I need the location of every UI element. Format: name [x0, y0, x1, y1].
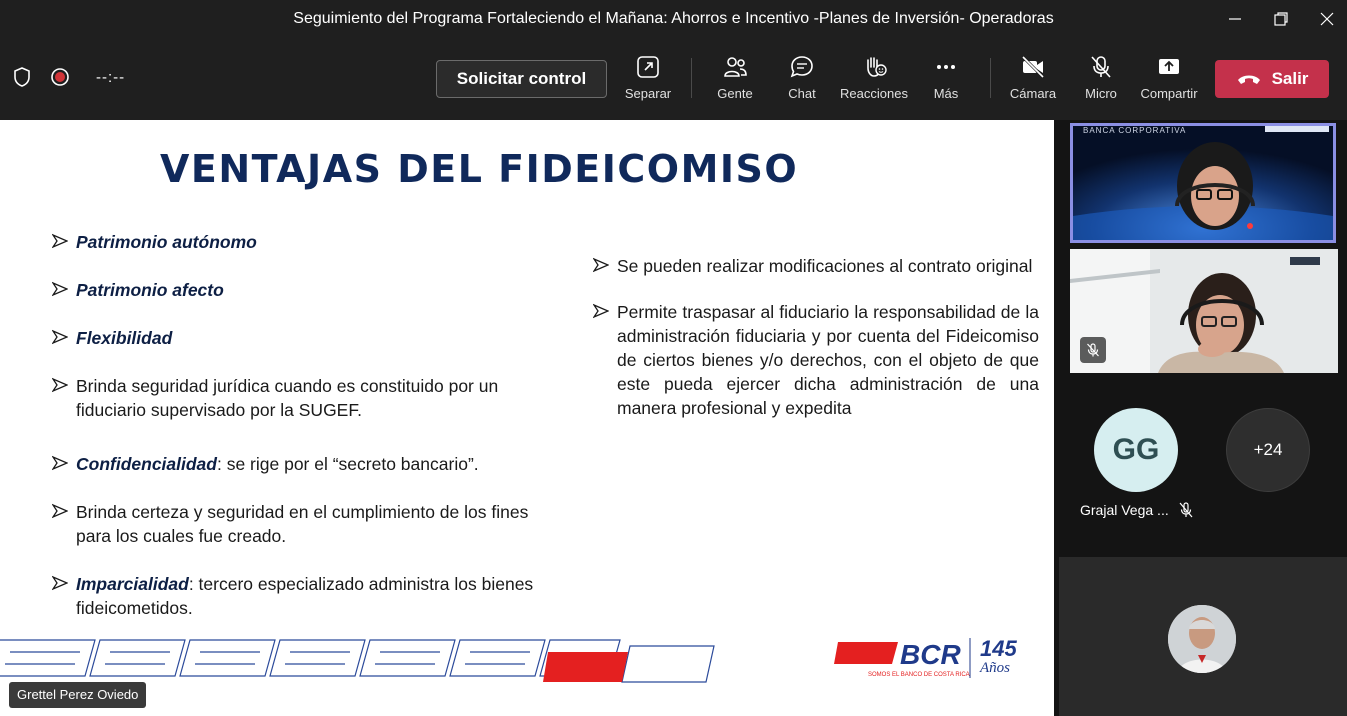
- camera-off-icon: [1020, 54, 1046, 80]
- brand-text: BCR: [900, 639, 961, 670]
- shield-icon[interactable]: [12, 66, 32, 88]
- share-button[interactable]: [1134, 54, 1204, 110]
- people-button[interactable]: [700, 54, 770, 110]
- slide-title: VENTAJAS DEL FIDEICOMISO: [160, 147, 799, 191]
- share-screen-icon: [1156, 54, 1182, 80]
- more-label: Más: [933, 86, 959, 101]
- arrow-bullet-icon: [52, 329, 68, 345]
- arrow-bullet-icon: [52, 575, 68, 591]
- bullet-strong-text: Imparcialidad: [76, 574, 189, 594]
- title-bar: [0, 0, 1347, 38]
- list-item: [52, 452, 562, 476]
- list-item: [52, 278, 562, 302]
- request-control-button[interactable]: Solicitar control: [436, 60, 607, 98]
- arrow-bullet-icon: [593, 257, 609, 273]
- participant-avatar-initials[interactable]: GG: [1094, 408, 1178, 492]
- leave-label: Salir: [1271, 69, 1309, 88]
- bullet-text: Patrimonio afecto: [76, 280, 224, 300]
- list-item: [52, 500, 562, 548]
- leave-button[interactable]: [1215, 60, 1329, 98]
- minimize-icon: [1227, 11, 1243, 27]
- bullet-text: Permite traspasar al fiduciario la responsabilidad de la administración fiduciaria y por cuenta del Fideicomiso de ciertos bienes y/o derechos, con el objeto de que este pueda ejercer dicha administración de una manera profesional y expedita: [617, 302, 1039, 418]
- avatar-photo-image: [1168, 605, 1236, 673]
- mic-button[interactable]: [1066, 54, 1136, 110]
- bcr-logo: [834, 632, 1034, 690]
- window-title: Seguimiento del Programa Fortaleciendo el Mañana: Ahorros e Incentivo -Planes de Inversión- Operadoras: [293, 10, 1054, 27]
- decorative-stripes: [0, 630, 720, 686]
- chat-label: Chat: [788, 86, 816, 101]
- list-item: [52, 374, 562, 422]
- bullet-text: Brinda seguridad jurídica cuando es constituido por un fiduciario supervisado por la SUGEF.: [76, 376, 499, 420]
- arrow-bullet-icon: [52, 503, 68, 519]
- meeting-toolbar: [0, 38, 1347, 120]
- people-label: Gente: [717, 86, 753, 101]
- pop-out-label: Separar: [624, 86, 672, 101]
- more-button[interactable]: [911, 54, 981, 110]
- more-participants-button[interactable]: +24: [1226, 408, 1310, 492]
- participant-video-active[interactable]: [1070, 123, 1336, 243]
- bullet-text: Se pueden realizar modificaciones al contrato original: [617, 256, 1033, 276]
- mic-off-icon: [1177, 501, 1195, 519]
- more-dots-icon: [933, 54, 959, 80]
- bullet-text: : tercero especializado administra los bienes fideicometidos.: [76, 574, 534, 618]
- chat-icon: [789, 54, 815, 80]
- list-item: [593, 300, 1039, 420]
- participant-video-feed: [1073, 126, 1333, 240]
- hang-up-icon: [1236, 72, 1262, 86]
- arrow-bullet-icon: [593, 303, 609, 319]
- close-button[interactable]: [1304, 0, 1347, 38]
- participant-name: Grajal Vega ...: [1080, 502, 1169, 518]
- list-item: [52, 230, 562, 254]
- shared-presentation: [0, 120, 1054, 716]
- right-bullet-list: [593, 254, 1039, 420]
- participants-panel: [1054, 120, 1347, 716]
- arrow-bullet-icon: [52, 377, 68, 393]
- presenter-name-tag: Grettel Perez Oviedo: [9, 682, 146, 708]
- camera-button[interactable]: [998, 54, 1068, 110]
- reactions-label: Reacciones: [840, 86, 908, 101]
- anniversary-word: Años: [980, 660, 1010, 676]
- brand-tagline: SOMOS EL BANCO DE COSTA RICA: [868, 672, 970, 678]
- mic-label: Micro: [1085, 86, 1117, 101]
- participant-video[interactable]: [1070, 249, 1338, 373]
- anniversary-number: 145: [980, 636, 1017, 661]
- toolbar-divider: [990, 58, 991, 98]
- participant-avatar-photo[interactable]: [1168, 605, 1236, 673]
- left-bullet-list: [52, 230, 562, 620]
- raise-hand-icon: [861, 54, 887, 80]
- minimize-button[interactable]: [1212, 0, 1258, 38]
- pop-out-icon: [635, 54, 661, 80]
- reactions-button[interactable]: [839, 54, 909, 110]
- arrow-bullet-icon: [52, 455, 68, 471]
- mic-off-icon: [1085, 342, 1101, 358]
- bullet-text: Brinda certeza y seguridad en el cumplimiento de los fines para los cuales fue creado.: [76, 502, 529, 546]
- maximize-button[interactable]: [1258, 0, 1304, 38]
- toolbar-divider: [691, 58, 692, 98]
- list-item: [52, 326, 562, 350]
- restore-icon: [1273, 11, 1289, 27]
- mic-off-icon: [1088, 54, 1114, 80]
- meeting-status: [12, 66, 125, 88]
- arrow-bullet-icon: [52, 233, 68, 249]
- share-label: Compartir: [1140, 86, 1198, 101]
- bullet-strong-text: Confidencialidad: [76, 454, 217, 474]
- pop-out-button[interactable]: [613, 54, 683, 110]
- people-icon: [722, 54, 748, 80]
- muted-badge: [1080, 337, 1106, 363]
- list-item: [593, 254, 1039, 278]
- participant-video-feed: [1070, 249, 1338, 373]
- bullet-text: : se rige por el “secreto bancario”.: [216, 454, 479, 474]
- arrow-bullet-icon: [52, 281, 68, 297]
- close-icon: [1319, 11, 1335, 27]
- chat-button[interactable]: [767, 54, 837, 110]
- camera-label: Cámara: [1009, 86, 1057, 101]
- list-item: [52, 572, 562, 620]
- meeting-timer: --:--: [96, 68, 126, 86]
- bullet-text: Flexibilidad: [76, 328, 173, 348]
- recording-icon: [50, 67, 70, 87]
- bullet-text: Patrimonio autónomo: [76, 232, 257, 252]
- video-banner-text: BANCA CORPORATIVA: [1083, 126, 1187, 135]
